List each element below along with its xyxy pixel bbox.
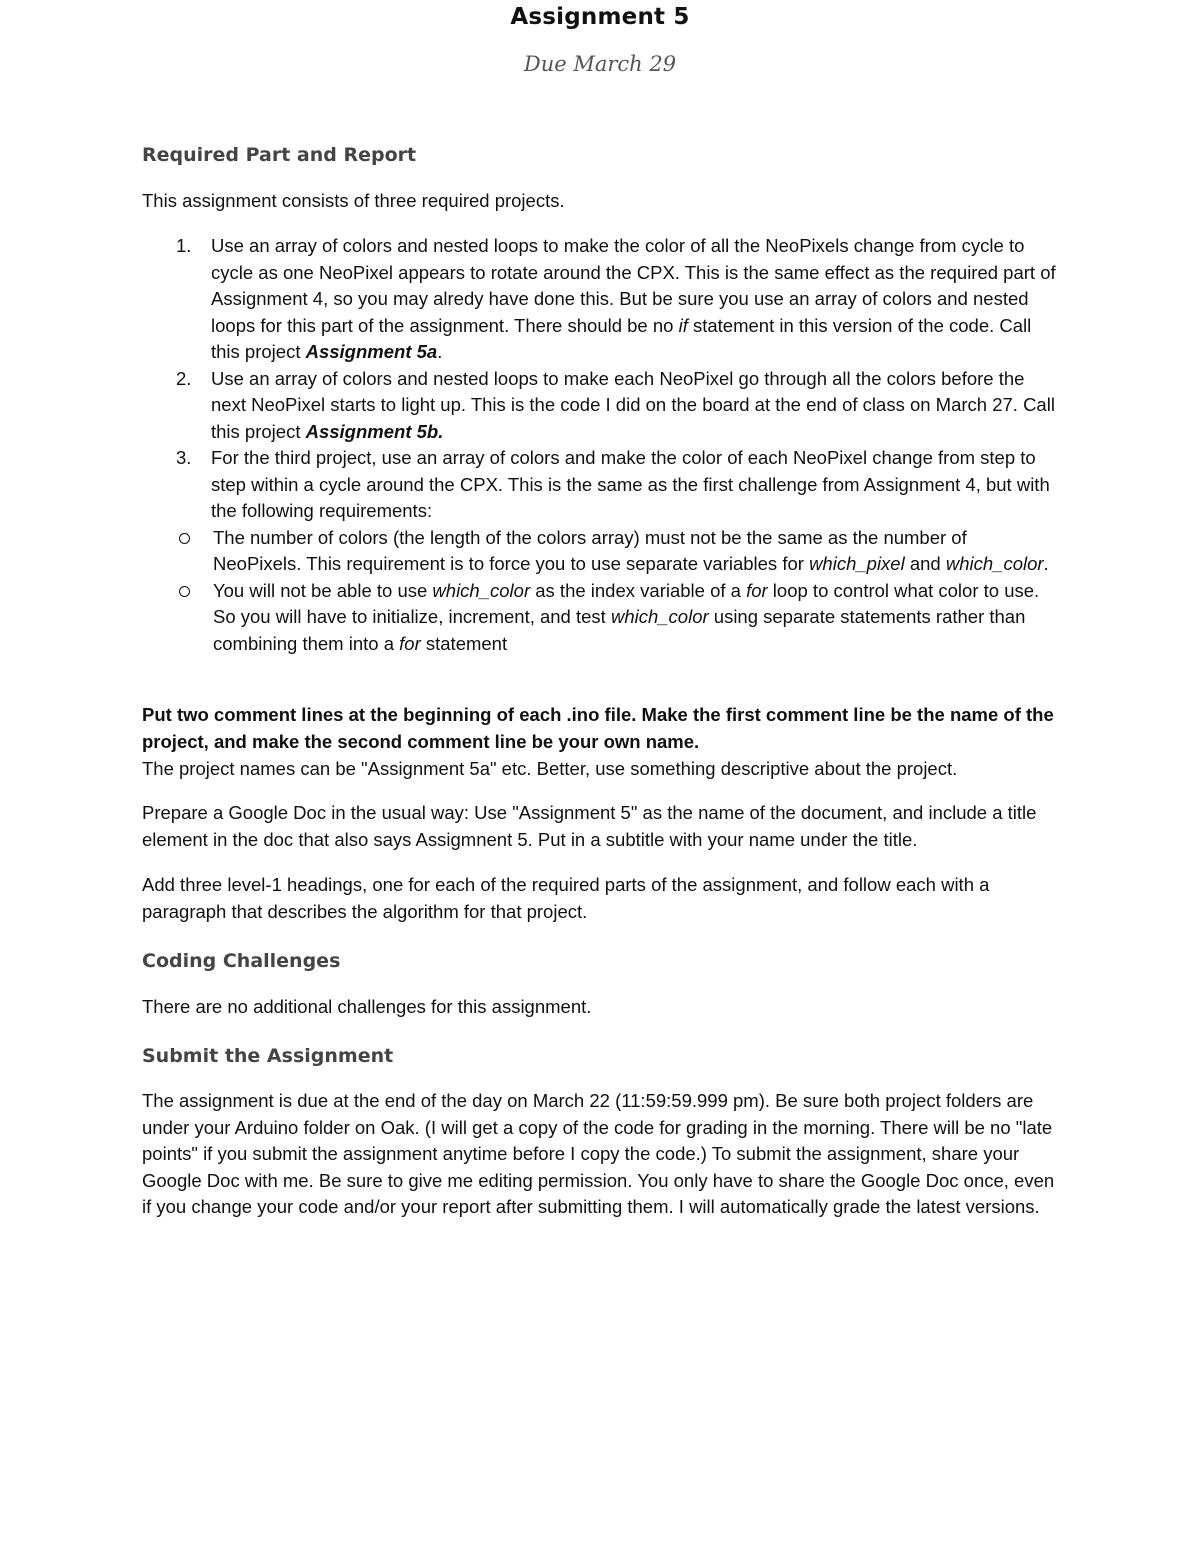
list-item [142,578,1057,658]
item-text: and [904,553,946,574]
project-names-note: The project names can be "Assignment 5a" etc. Better, use something descriptive about the project. [142,758,958,779]
list-item [142,525,1057,578]
item-emphasis: which_pixel [809,553,905,574]
item-text: Use an array of colors and nested loops to make each NeoPixel go through all the colors before the next NeoPixel starts to light up. This is the code I did on the board at the end of class on March 27. Call this project [211,367,1055,442]
item-emphasis: which_color [432,579,531,601]
item-text: . [437,341,443,362]
heading-required-part: Required Part and Report [142,144,417,166]
heading-coding-challenges: Coding Challenges [142,950,341,972]
list-item [142,445,1057,657]
item-emphasis: for [746,579,768,601]
item-text: statement [420,632,508,654]
requirements-list [142,525,1057,658]
item-emphasis: which_color [945,553,1044,574]
item-text: Use an array of colors and nested loops to make the color of all the NeoPixels change from cycle to cycle as one NeoPixel appears to rotate around the CPX. This is the same effect as the required part of Assignment 4, so you may alredy have done this. But be sure you use an array of colors and nested loops for this part of the assignment. There should be no [211,235,1056,336]
headings-paragraph: Add three level-1 headings, one for each of the required parts of the assignment, and follow each with a paragraph that describes the algorithm for that project. [142,874,990,922]
item-emphasis: for [399,632,421,654]
item-text: For the third project, use an array of colors and make the color of each NeoPixel change from step to step within a cycle around the CPX. This is the same as the first challenge from Assignment 4, but with the following requirements: [211,447,1050,521]
item-emphasis: which_color [610,606,709,627]
project-name: Assignment 5a [305,341,438,362]
list-number: 1. [176,235,192,256]
document-subtitle: Due March 29 [523,52,677,76]
list-number: 2. [176,367,192,389]
item-emphasis: if [678,314,688,336]
challenges-paragraph: There are no additional challenges for this assignment. [142,996,592,1017]
item-text: You will not be able to use [213,579,433,601]
item-text: The number of colors (the length of the colors array) must not be the same as the number of NeoPixels. This requirement is to force you to use separate variables for [213,526,967,574]
item-text: . [1043,553,1049,574]
intro-paragraph: This assignment consists of three required projects. [142,190,565,211]
heading-submit-assignment: Submit the Assignment [142,1045,394,1067]
project-name: Assignment 5b. [305,420,444,442]
list-item [142,366,1057,446]
comment-lines-note: Put two comment lines at the beginning of each .ino file. Make the first comment line be the name of the project, and make the second comment line be your own name. [142,704,1054,752]
list-item [142,233,1057,366]
submit-paragraph: The assignment is due at the end of the day on March 22 (11:59:59.999 pm). Be sure both project folders are under your Arduino folder on Oak. (I will get a copy of the code for grading in the morning. There will be no "late points" if you submit the assignment anytime before I copy the code.) To submit the assignment, share your Google Doc with me. Be sure to give me editing permission. You only have to share the Google Doc once, even if you change your code and/or your report after submitting them. I will automatically grade the latest versions. [142,1090,1055,1217]
item-text: loop to control what color to use. So you will have to initialize, increment, and test [213,579,1040,627]
item-text: statement in this version of the code. Call this project [211,314,1032,362]
item-text: using separate statements rather than combining them into a [213,606,1026,654]
item-text: as the index variable of a [530,579,747,601]
circle-bullet-icon [179,586,190,597]
google-doc-paragraph: Prepare a Google Doc in the usual way: Use "Assignment 5" as the name of the document, and include a title element in the doc that also says Assigmnent 5. Put in a subtitle with your name under the title. [142,802,1037,850]
required-projects-list [142,233,1057,657]
document-title: Assignment 5 [510,4,690,30]
list-number: 3. [176,447,192,468]
circle-bullet-icon [179,533,190,544]
